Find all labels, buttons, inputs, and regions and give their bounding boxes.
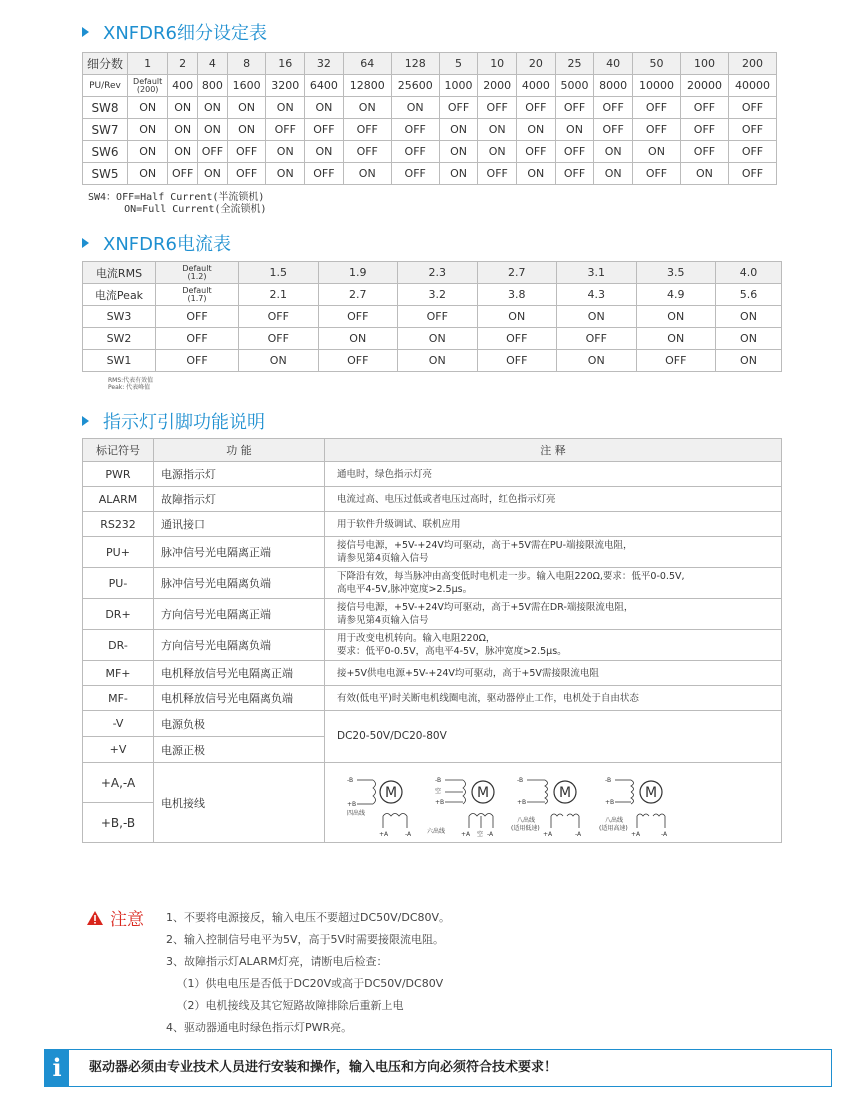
pin-function: 电机释放信号光电隔离负端	[154, 686, 325, 711]
microstep-value: 16	[266, 53, 305, 75]
switch-state: OFF	[632, 163, 680, 185]
info-banner	[44, 1049, 832, 1087]
pin-note-line: 通电时，绿色指示灯亮	[337, 468, 433, 480]
switch-state: OFF	[198, 141, 228, 163]
section1-title: XNFDR6细分设定表	[82, 19, 267, 45]
wiring-diagrams	[325, 763, 782, 843]
motor-label: M	[477, 784, 490, 801]
wire-type-label: 四出线	[347, 809, 366, 817]
switch-state: OFF	[239, 328, 319, 350]
switch-state: OFF	[728, 119, 776, 141]
warning-header: 注意	[86, 905, 144, 930]
pin-symbol: PU+	[83, 537, 154, 568]
switch-state: OFF	[391, 141, 439, 163]
pin-symbol: ALARM	[83, 487, 154, 512]
switch-state: ON	[168, 141, 198, 163]
pin-symbol: -V	[83, 711, 154, 737]
wire-label: -B	[517, 776, 524, 784]
microstep-table	[82, 52, 777, 185]
pin-row	[83, 661, 782, 686]
pin-note-line: 请参见第4页输入信号	[337, 615, 429, 626]
pin-function: 脉冲信号光电隔离正端	[154, 537, 325, 568]
switch-state: OFF	[318, 350, 398, 372]
switch-state: ON	[128, 141, 168, 163]
eight-wire-low-speed-diagram	[511, 777, 582, 838]
switch-state: OFF	[555, 141, 594, 163]
pin-row	[83, 686, 782, 711]
pulse-value: 800	[198, 75, 228, 97]
wire-label: -B	[347, 776, 354, 784]
rms-value: 1.5	[239, 262, 319, 284]
pulse-label: PU/Rev	[83, 75, 128, 97]
pin-note-line: 请参见第4页输入信号	[337, 553, 429, 564]
switch-label: SW1	[83, 350, 156, 372]
switch-state: ON	[198, 97, 228, 119]
switch-state: OFF	[156, 328, 239, 350]
warning-list	[166, 907, 450, 1039]
pin-symbol: +B,-B	[83, 803, 154, 843]
rms-value: 3.5	[636, 262, 716, 284]
pin-note	[325, 630, 782, 661]
switch-state: OFF	[728, 141, 776, 163]
info-icon: i	[45, 1050, 69, 1086]
current-switch-row	[83, 306, 782, 328]
switch-state: ON	[398, 328, 478, 350]
four-wire-diagram	[347, 777, 412, 838]
wire-label: +B	[605, 798, 615, 806]
pin-symbol: RS232	[83, 512, 154, 537]
switch-state: OFF	[343, 119, 391, 141]
switch-state: OFF	[680, 119, 728, 141]
triangle-bullet-icon	[82, 238, 89, 248]
pin-symbol: PU-	[83, 568, 154, 599]
switch-row	[83, 163, 777, 185]
pin-row	[83, 537, 782, 568]
wire-label: -B	[435, 776, 442, 784]
microstep-value: 5	[439, 53, 478, 75]
pin-row	[83, 599, 782, 630]
switch-state: OFF	[728, 97, 776, 119]
rms-value: 2.3	[398, 262, 478, 284]
switch-state: ON	[636, 328, 716, 350]
switch-state: OFF	[391, 119, 439, 141]
switch-state: OFF	[557, 328, 637, 350]
current-table	[82, 261, 782, 372]
microstep-header-label: 细分数	[83, 53, 128, 75]
switch-state: OFF	[636, 350, 716, 372]
switch-state: OFF	[227, 163, 266, 185]
pin-note-line: 下降沿有效，每当脉冲由高变低时电机走一步。输入电阻220Ω,要求：低平0-0.5V,	[337, 571, 685, 582]
switch-state: OFF	[239, 306, 319, 328]
pulse-value: 4000	[517, 75, 556, 97]
switch-state: ON	[168, 119, 198, 141]
switch-row	[83, 141, 777, 163]
switch-state: OFF	[555, 97, 594, 119]
pin-note-line: 有效(低电平)时关断电机线圈电流，驱动器停止工作，电机处于自由状态	[337, 692, 639, 704]
switch-state: ON	[227, 119, 266, 141]
rms-value: 4.0	[716, 262, 782, 284]
switch-state: OFF	[728, 163, 776, 185]
switch-state: ON	[128, 163, 168, 185]
switch-state: ON	[594, 163, 633, 185]
pin-row	[83, 487, 782, 512]
pulse-value: 400	[168, 75, 198, 97]
pin-row	[83, 462, 782, 487]
switch-state: OFF	[517, 97, 556, 119]
pin-note	[325, 512, 782, 537]
wire-type-label: (适用低速)	[511, 824, 540, 832]
switch-state: OFF	[477, 328, 557, 350]
microstep-value: 25	[555, 53, 594, 75]
pin-note-line: 用于改变电机转向。输入电阻220Ω，	[337, 633, 496, 644]
microstep-value: 8	[227, 53, 266, 75]
wire-label: -A	[405, 830, 412, 838]
pin-row	[83, 630, 782, 661]
switch-label: SW3	[83, 306, 156, 328]
pin-note	[325, 568, 782, 599]
pin-note	[325, 599, 782, 630]
pulse-value: 10000	[632, 75, 680, 97]
pin-note-line: 接信号电源，+5V-+24V均可驱动，高于+5V需在PU-端接限流电阻，	[337, 540, 633, 551]
switch-state: ON	[128, 97, 168, 119]
peak-value: 3.8	[477, 284, 557, 306]
pin-symbol: DR-	[83, 630, 154, 661]
switch-state: OFF	[156, 306, 239, 328]
pin-row-phase-a	[83, 763, 782, 803]
current-switch-rows	[83, 306, 782, 372]
switch-state: ON	[305, 97, 344, 119]
microstep-value: 64	[343, 53, 391, 75]
pin-symbol: MF+	[83, 661, 154, 686]
wire-label: +A	[631, 830, 641, 838]
switch-state: ON	[343, 97, 391, 119]
wire-label: -B	[605, 776, 612, 784]
pin-row	[83, 512, 782, 537]
section3-title: 指示灯引脚功能说明	[82, 408, 265, 434]
warning-item: 3、故障指示灯ALARM灯亮，请断电后检查：	[166, 955, 388, 968]
pulse-value: 2000	[478, 75, 517, 97]
switch-state: ON	[716, 306, 782, 328]
pulse-value: 12800	[343, 75, 391, 97]
pin-function-table	[82, 438, 782, 843]
microstep-value: 4	[198, 53, 228, 75]
wire-label: -A	[661, 830, 668, 838]
rms-footnote: RMS:代表有效值 Peak: 代表峰值	[108, 377, 154, 391]
switch-state: OFF	[305, 163, 344, 185]
switch-state: ON	[168, 97, 198, 119]
switch-state: OFF	[156, 350, 239, 372]
switch-state: OFF	[305, 119, 344, 141]
rms-value: 2.7	[477, 262, 557, 284]
voltage-note: DC20-50V/DC20-80V	[325, 711, 782, 763]
pulse-value: 1000	[439, 75, 478, 97]
peak-default-cell: Default (1.7)	[156, 284, 239, 306]
pin-symbol: MF-	[83, 686, 154, 711]
pin-function: 电源正极	[154, 737, 325, 763]
pin-row	[83, 568, 782, 599]
peak-row	[83, 284, 782, 306]
pin-note-line: 要求：低平0-0.5V，高电平4-5V，脉冲宽度>2.5μs。	[337, 646, 567, 657]
switch-label: SW6	[83, 141, 128, 163]
pin-header-note: 注 释	[325, 439, 782, 462]
switch-state: ON	[305, 141, 344, 163]
microstep-value: 50	[632, 53, 680, 75]
switch-state: OFF	[594, 119, 633, 141]
pin-note-line: 高电平4-5V,脉冲宽度>2.5μs。	[337, 584, 473, 595]
switch-state: ON	[266, 141, 305, 163]
switch-state: OFF	[227, 141, 266, 163]
pulse-value: 40000	[728, 75, 776, 97]
switch-state: ON	[198, 163, 228, 185]
switch-state: OFF	[439, 97, 478, 119]
wire-label: -A	[487, 830, 494, 838]
pin-function: 方向信号光电隔离负端	[154, 630, 325, 661]
switch-state: OFF	[680, 97, 728, 119]
switch-state: ON	[517, 119, 556, 141]
wire-label: +B	[435, 798, 445, 806]
switch-state: OFF	[632, 97, 680, 119]
switch-label: SW7	[83, 119, 128, 141]
switch-state: OFF	[680, 141, 728, 163]
switch-state: ON	[557, 306, 637, 328]
pin-note-line: 用于软件升级调试、联机应用	[337, 518, 461, 530]
microstep-value: 200	[728, 53, 776, 75]
switch-state: ON	[517, 163, 556, 185]
wire-type-label: 八出线	[517, 816, 536, 824]
sw4-note: SW4：OFF=Half Current(半流锁机) ON=Full Current(全流锁机)	[88, 192, 267, 215]
current-switch-row	[83, 350, 782, 372]
pin-note	[325, 462, 782, 487]
pin-function: 通讯接口	[154, 512, 325, 537]
switch-state: OFF	[168, 163, 198, 185]
rms-value: 1.9	[318, 262, 398, 284]
switch-state: OFF	[477, 350, 557, 372]
microstep-header-row	[83, 53, 777, 75]
wire-label: -A	[575, 830, 582, 838]
wire-type-label: 八出线	[605, 816, 624, 824]
warning-triangle-icon	[86, 910, 104, 926]
switch-state: ON	[198, 119, 228, 141]
pin-note-line: 电流过高、电压过低或者电压过高时，红色指示灯亮	[337, 493, 556, 505]
wire-label: 空	[435, 787, 442, 795]
switch-state: ON	[636, 306, 716, 328]
pin-header-row	[83, 439, 782, 462]
switch-state: ON	[478, 141, 517, 163]
pin-note	[325, 537, 782, 568]
pin-function: 电机释放信号光电隔离正端	[154, 661, 325, 686]
switch-state: ON	[478, 119, 517, 141]
switch-state: OFF	[555, 163, 594, 185]
pulse-value: 5000	[555, 75, 594, 97]
pin-note	[325, 487, 782, 512]
switch-state: OFF	[343, 141, 391, 163]
switch-state: ON	[266, 163, 305, 185]
pin-header-function: 功 能	[154, 439, 325, 462]
peak-value: 3.2	[398, 284, 478, 306]
switch-state: ON	[439, 163, 478, 185]
pin-rows	[83, 462, 782, 711]
switch-state: ON	[716, 350, 782, 372]
pulse-value: 8000	[594, 75, 633, 97]
pin-note-line: 接信号电源，+5V-+24V均可驱动，高于+5V需在DR-端接限流电阻，	[337, 602, 634, 613]
switch-state: ON	[391, 97, 439, 119]
switch-state: OFF	[478, 163, 517, 185]
rms-value: 3.1	[557, 262, 637, 284]
switch-state: ON	[594, 141, 633, 163]
pin-note	[325, 661, 782, 686]
microstep-value: 2	[168, 53, 198, 75]
wire-label: +A	[461, 830, 471, 838]
pulse-value: 3200	[266, 75, 305, 97]
triangle-bullet-icon	[82, 27, 89, 37]
motor-label: M	[385, 784, 398, 801]
switch-state: ON	[557, 350, 637, 372]
wire-type-label: (适用高速)	[599, 824, 628, 832]
eight-wire-high-speed-diagram	[599, 777, 668, 838]
warning-item: 2、输入控制信号电平为5V，高于5V时需要接限流电阻。	[166, 933, 445, 946]
pulse-value: 1600	[227, 75, 266, 97]
microstep-value: 20	[517, 53, 556, 75]
switch-label: SW2	[83, 328, 156, 350]
microstep-value: 1	[128, 53, 168, 75]
switch-state: OFF	[391, 163, 439, 185]
pin-symbol: +V	[83, 737, 154, 763]
switch-rows	[83, 97, 777, 185]
pin-symbol: PWR	[83, 462, 154, 487]
peak-value: 4.3	[557, 284, 637, 306]
current-switch-row	[83, 328, 782, 350]
switch-state: ON	[439, 119, 478, 141]
switch-state: ON	[555, 119, 594, 141]
pin-function: 电源指示灯	[154, 462, 325, 487]
switch-state: ON	[439, 141, 478, 163]
pulse-value: 25600	[391, 75, 439, 97]
microstep-value: 10	[478, 53, 517, 75]
switch-row	[83, 119, 777, 141]
pulse-value: 6400	[305, 75, 344, 97]
warning-item: （2）电机接线及其它短路故障排除后重新上电	[166, 999, 404, 1012]
switch-state: ON	[128, 119, 168, 141]
pin-function: 方向信号光电隔离正端	[154, 599, 325, 630]
switch-state: ON	[477, 306, 557, 328]
pin-function: 电源负极	[154, 711, 325, 737]
pin-function: 电机接线	[154, 763, 325, 843]
wire-label: +A	[543, 830, 553, 838]
microstep-value: 40	[594, 53, 633, 75]
pulse-default-cell: Default (200)	[128, 75, 168, 97]
switch-state: OFF	[632, 119, 680, 141]
switch-state: OFF	[594, 97, 633, 119]
pin-note-line: 接+5V供电电源+5V-+24V均可驱动，高于+5V需接限流电阻	[337, 667, 599, 679]
switch-state: OFF	[318, 306, 398, 328]
switch-state: ON	[239, 350, 319, 372]
pin-header-symbol: 标记符号	[83, 439, 154, 462]
switch-row	[83, 97, 777, 119]
rms-default-cell: Default (1.2)	[156, 262, 239, 284]
pulse-value: 20000	[680, 75, 728, 97]
switch-state: ON	[266, 97, 305, 119]
switch-state: ON	[343, 163, 391, 185]
wire-label: 空	[477, 830, 484, 838]
switch-state: ON	[680, 163, 728, 185]
warning-item: 1、不要将电源接反，输入电压不要超过DC50V/DC80V。	[166, 911, 451, 924]
warning-item: （1）供电电压是否低于DC20V或高于DC50V/DC80V	[166, 977, 444, 990]
triangle-bullet-icon	[82, 416, 89, 426]
switch-state: OFF	[266, 119, 305, 141]
rms-label: 电流RMS	[83, 262, 156, 284]
peak-value: 2.1	[239, 284, 319, 306]
motor-label: M	[559, 784, 572, 801]
peak-value: 2.7	[318, 284, 398, 306]
switch-state: ON	[398, 350, 478, 372]
peak-value: 4.9	[636, 284, 716, 306]
pin-note	[325, 686, 782, 711]
microstep-value: 128	[391, 53, 439, 75]
peak-value: 5.6	[716, 284, 782, 306]
pin-row-neg-v	[83, 711, 782, 737]
wire-label: +B	[517, 798, 527, 806]
motor-label: M	[645, 784, 658, 801]
switch-label: SW5	[83, 163, 128, 185]
peak-label: 电流Peak	[83, 284, 156, 306]
switch-state: ON	[632, 141, 680, 163]
pin-symbol: DR+	[83, 599, 154, 630]
switch-state: ON	[318, 328, 398, 350]
switch-state: ON	[227, 97, 266, 119]
switch-state: OFF	[478, 97, 517, 119]
microstep-value: 32	[305, 53, 344, 75]
pin-symbol: +A,-A	[83, 763, 154, 803]
rms-row	[83, 262, 782, 284]
microstep-value: 100	[680, 53, 728, 75]
switch-state: OFF	[517, 141, 556, 163]
switch-state: ON	[716, 328, 782, 350]
motor-wiring-diagram	[325, 764, 779, 842]
section2-title: XNFDR6电流表	[82, 230, 231, 256]
pin-function: 故障指示灯	[154, 487, 325, 512]
warning-item: 4、驱动器通电时绿色指示灯PWR亮。	[166, 1021, 353, 1034]
switch-state: OFF	[398, 306, 478, 328]
pin-function: 脉冲信号光电隔离负端	[154, 568, 325, 599]
pulse-row	[83, 75, 777, 97]
six-wire-diagram	[427, 777, 494, 838]
wire-label: +B	[347, 800, 357, 808]
wire-type-label: 六出线	[427, 827, 446, 835]
switch-label: SW8	[83, 97, 128, 119]
info-text: 驱动器必须由专业技术人员进行安装和操作，输入电压和方向必须符合技术要求！	[89, 1060, 558, 1075]
wire-label: +A	[379, 830, 389, 838]
